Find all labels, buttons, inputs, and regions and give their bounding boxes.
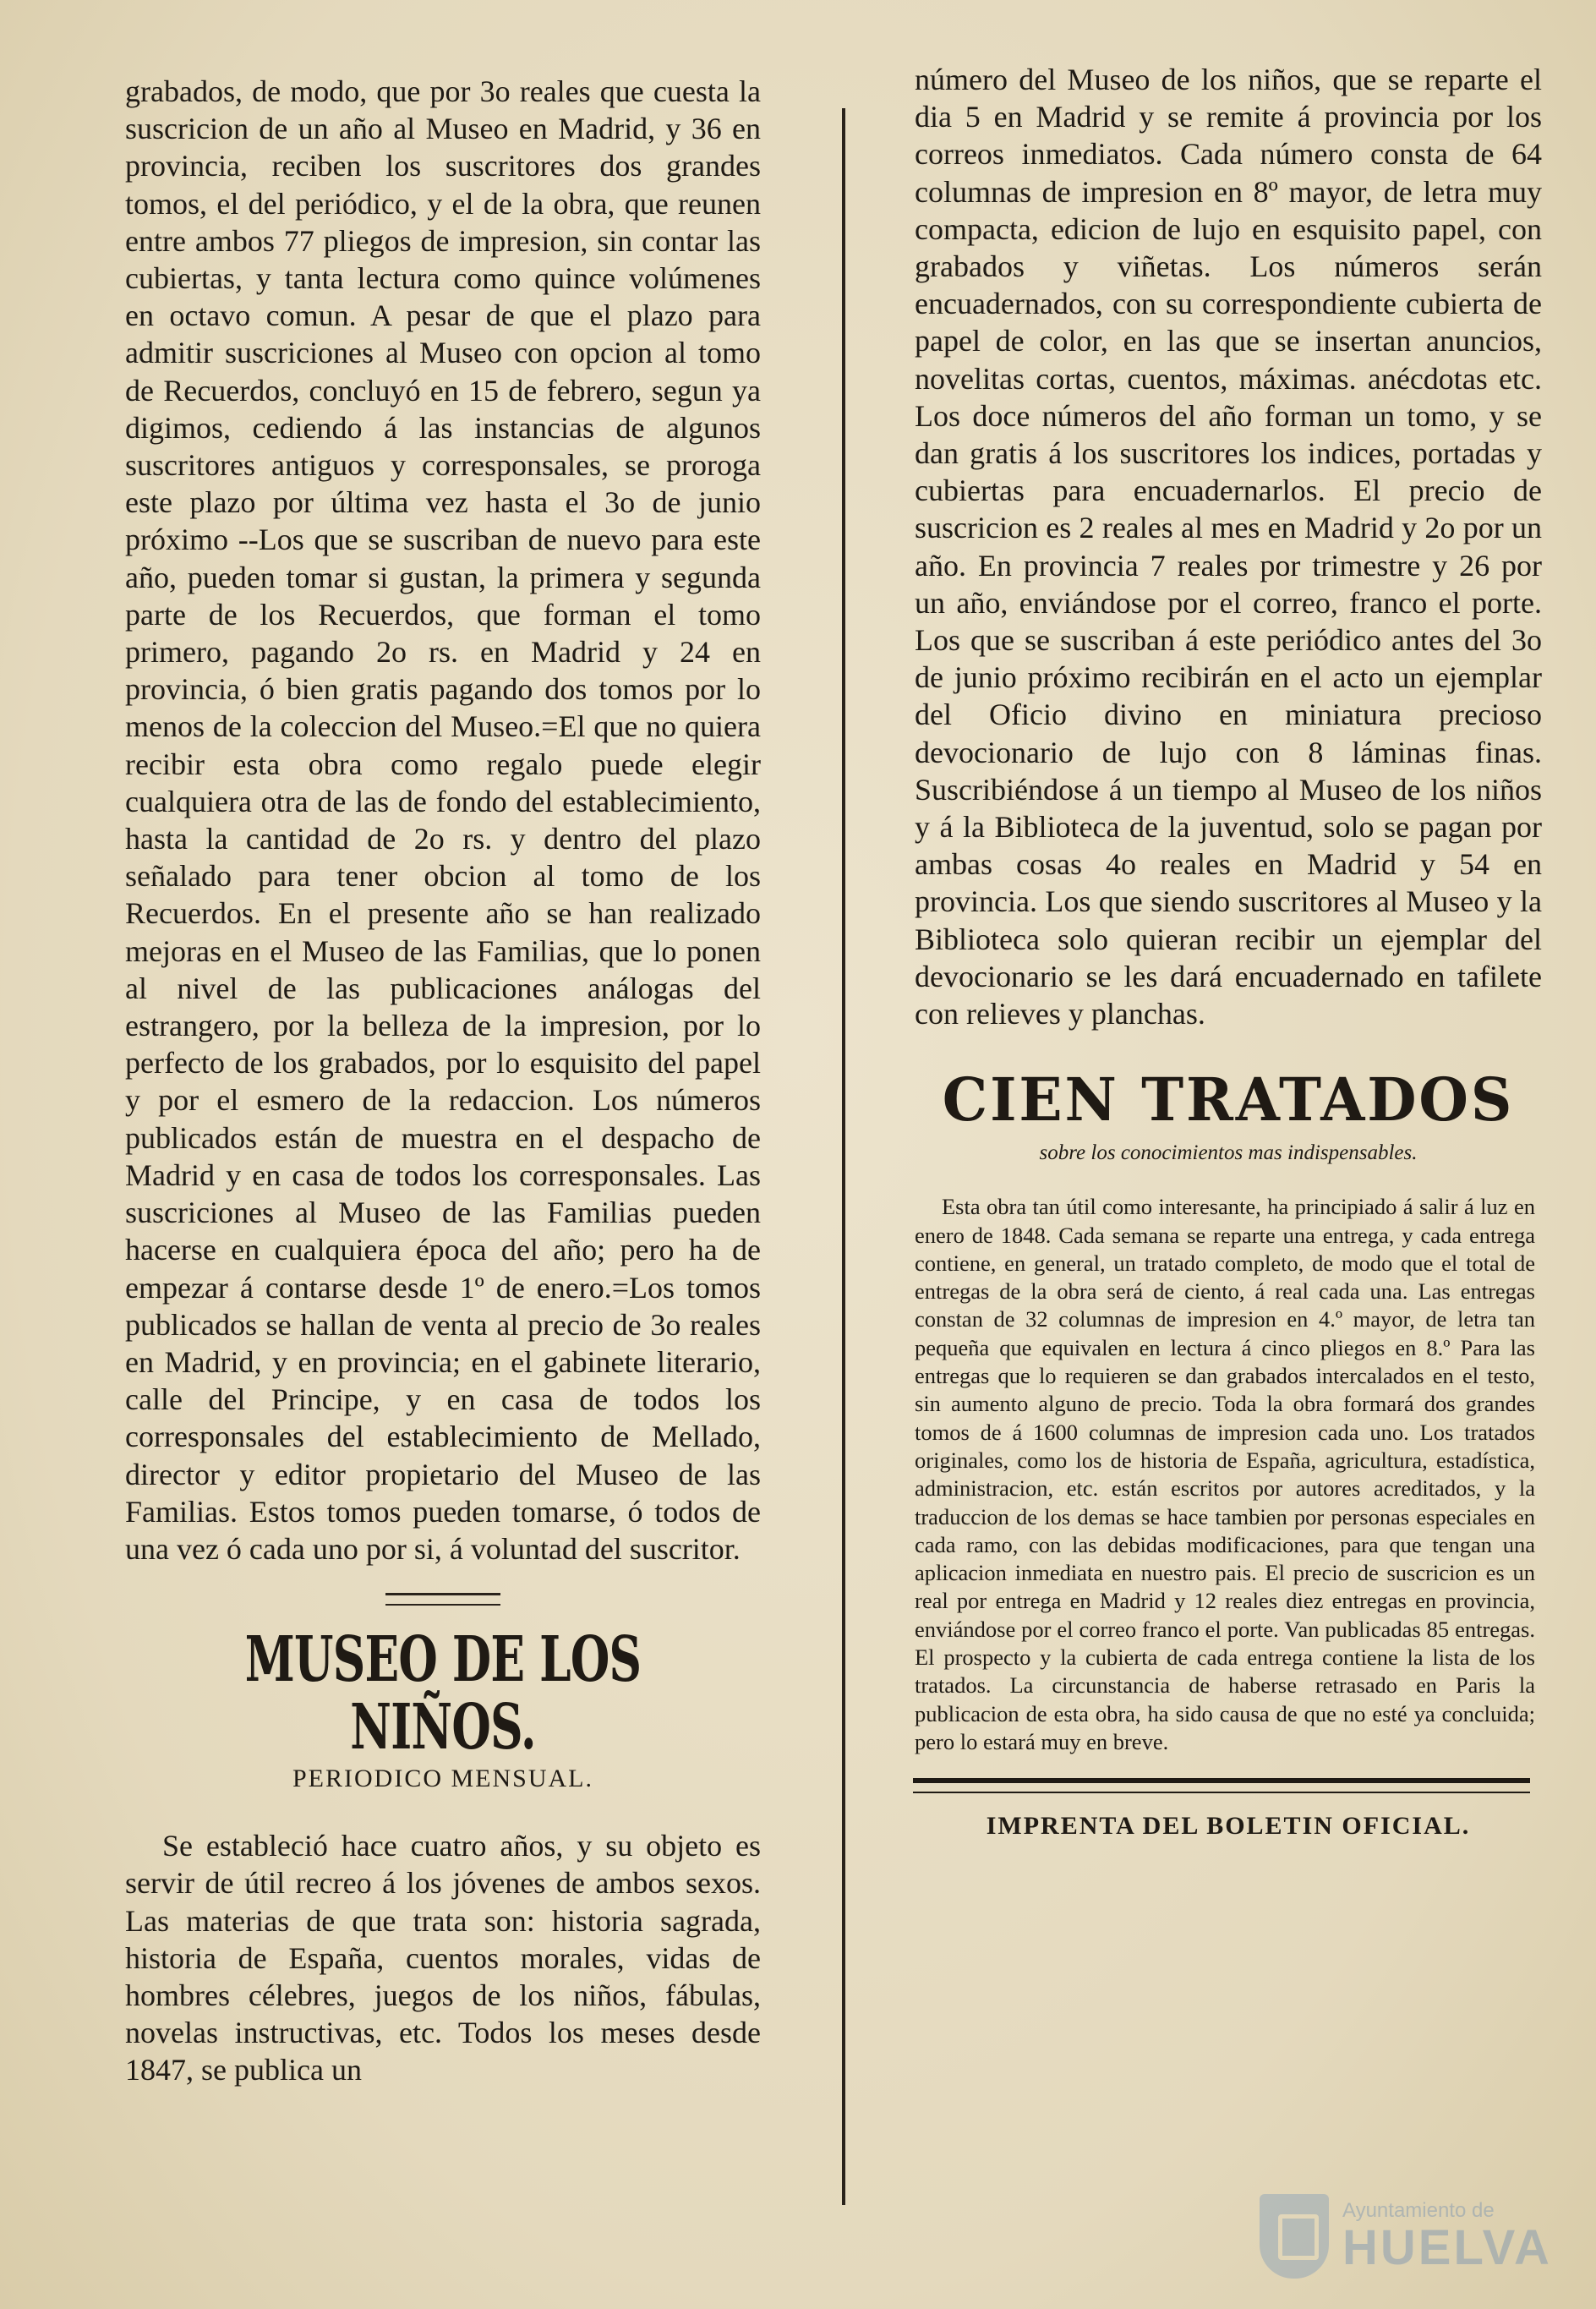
cien-tratados-paragraph: Esta obra tan útil como interesante, ha principiado á salir á luz en enero de 1848. Cada semana se reparte una entrega, y cada entrega contiene, en general, un tratado completo, de modo que el total de entregas de la obra será de ciento, á real cada una. Las entregas constan de 32 columnas de impresion en 4.º mayor, de letra tan pequeña que equivalen en lectura á cinco pliegos en 8.º Para las entregas que lo requieren se dan grabados intercalados en el testo, sin aumento alguno de precio. Toda la obra formará dos grandes tomos de á 1600 columnas de impresion cada uno. Los tratados originales, como los de historia de España, agricultura, estadística, administracion, etc. están escritos por autores acreditados, y la traduccion de los demas se hace tambien por personas especiales en cada ramo, con las debidas modificaciones, para que tengan una aplicacion inmediata en nuestro pais. El precio de suscricion es un real por entrega en Madrid y 12 reales diez entregas en provincia, enviándose por el correo franco el porte. Van publicadas 85 entregas. El prospecto y la cubierta de cada entrega contiene la lista de los tratados. La circunstancia de haberse retrasado en Paris la publicacion de esta obra, ha sido causa de que no esté ya concluida; pero lo estará muy en breve. [915, 1194, 1535, 1754]
museo-ninos-subheading: PERIODICO MENSUAL. [292, 1765, 593, 1793]
right-column [915, 61, 1542, 1841]
watermark-big-text: HUELVA [1342, 2220, 1552, 2275]
cien-tratados-subheading: sobre los conocimientos mas indispensables. [1039, 1141, 1418, 1165]
printer-imprint: IMPRENTA DEL BOLETIN OFICIAL. [986, 1812, 1471, 1841]
left-column [125, 73, 761, 2089]
shield-icon [1260, 2194, 1329, 2279]
right-paragraph-continuation: número del Museo de los niños, que se reparte el dia 5 en Madrid y se remite á provincia por los correos inmediatos. Cada número consta de 64 columnas de impresion en 8º mayor, de letra muy compacta, edicion de lujo en esquisito papel, con grabados y viñetas. Los números serán encuadernados, con su correspondiente cubierta de papel de color, en las que se insertan anuncios, novelitas cortas, cuentos, máximas. anécdotas etc. Los doce números del año forman un tomo, y se dan gratis á los suscritores los indices, portadas y cubiertas para encuadernarlos. El precio de suscricion es 2 reales al mes en Madrid y 2o por un año. En provincia 7 reales por trimestre y 26 por un año, enviándose por el correo, franco el porte. Los que se suscriban á este periódico antes del 3o de junio próximo recibirán en el acto un ejemplar del Oficio divino en miniatura precioso devocionario de lujo con 8 láminas finas. Suscribiéndose á un tiempo al Museo de los niños y á la Biblioteca de la juventud, solo se pagan por ambas cosas 4o reales en Madrid y 54 en provincia. Los que siendo suscritores al Museo y la Biblioteca solo quieran recibir un ejemplar del devocionario se les dará encuadernado en tafilete con relieves y planchas. [915, 63, 1542, 1031]
cien-tratados-heading: CIEN TRATADOS [942, 1064, 1515, 1135]
museo-ninos-heading: MUSEO DE LOS NIÑOS. [244, 1623, 642, 1765]
footer-rule [913, 1778, 1530, 1793]
watermark-small-text: Ayuntamiento de [1342, 2199, 1495, 2222]
section-divider [385, 1593, 500, 1606]
archive-watermark [1260, 2181, 1581, 2291]
museo-ninos-paragraph: Se estableció hace cuatro años, y su objeto es servir de útil recreo á los jóvenes de ambos sexos. Las materias de que trata son: historia sagrada, historia de España, cuentos morales, vidas de hombres célebres, juegos de los niños, fábulas, novelas instructivas, etc. Todos los meses desde 1847, se publica un [125, 1829, 761, 2087]
watermark-text [1342, 2199, 1552, 2273]
left-paragraph-continuation: grabados, de modo, que por 3o reales que cuesta la suscricion de un año al Museo en Madrid, y 36 en provincia, reciben los suscritores dos grandes tomos, el del periódico, y el de la obra, que reunen entre ambos 77 pliegos de impresion, sin contar las cubiertas, y tanta lectura como quince volúmenes en octavo comun. A pesar de que el plazo para admitir suscriciones al Museo con opcion al tomo de Recuerdos, concluyó en 15 de febrero, segun ya digimos, cediendo á las instancias de algunos suscritores antiguos y corresponsales, se proroga este plazo por última vez hasta el 3o de junio próximo --Los que se suscriban de nuevo para este año, pueden tomar si gustan, la primera y segunda parte de los Recuerdos, que forman el tomo primero, pagando 2o rs. en Madrid y 24 en provincia, ó bien gratis pagando dos tomos por lo menos de la coleccion del Museo.=El que no quiera recibir esta obra como regalo puede elegir cualquiera otra de las de fondo del establecimiento, hasta la cantidad de 2o rs. y dentro del plazo señalado para tener obcion al tomo de los Recuerdos. En el presente año se han realizado mejoras en el Museo de las Familias, que lo ponen al nivel de las publicaciones análogas del estrangero, por la belleza de la impresion, por lo perfecto de los grabados, por lo esquisito del papel y por el esmero de la redaccion. Los números publicados están de muestra en el despacho de Madrid y en casa de todos los corresponsales. Las suscriciones al Museo de las Familias pueden hacerse en cualquiera época del año; pero ha de empezar á contarse desde 1º de enero.=Los tomos publicados se hallan de venta al precio de 3o reales en Madrid, y en provincia; en el gabinete literario, calle del Principe, y en casa de todos los corresponsales del establecimiento de Mellado, director y editor propietario del Museo de las Familias. Estos tomos pueden tomarse, ó todos de una vez ó cada uno por si, á voluntad del suscritor. [125, 74, 761, 1566]
column-divider [842, 108, 845, 2205]
